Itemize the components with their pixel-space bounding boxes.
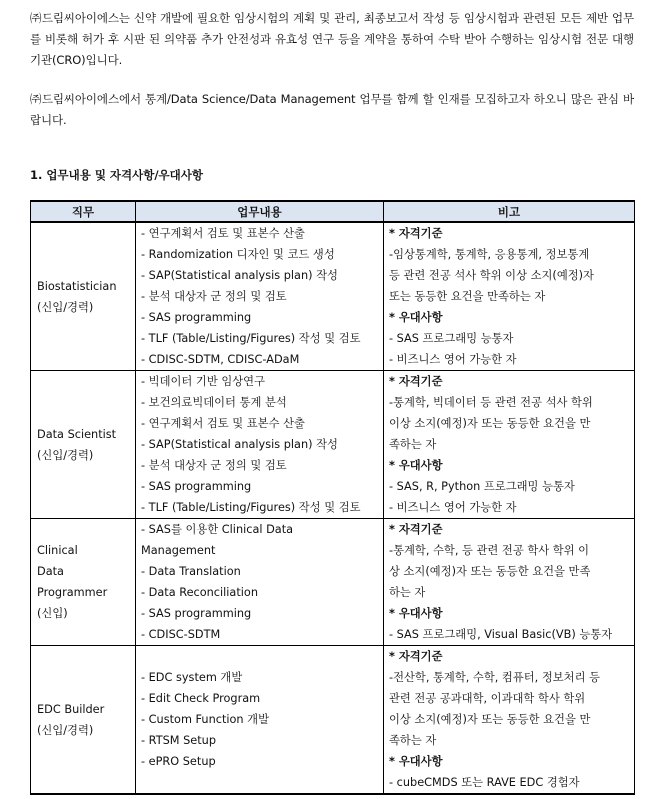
duty-item: - RTSM Setup bbox=[141, 734, 216, 747]
notes-cell bbox=[384, 222, 635, 371]
note-item: 또는 동등한 요건을 만족하는 자 bbox=[389, 290, 546, 303]
notes-cell bbox=[384, 519, 635, 646]
table-row bbox=[31, 646, 635, 795]
duties-cell bbox=[136, 371, 384, 519]
note-item: - SAS 프로그래밍 능통자 bbox=[389, 332, 514, 345]
header-notes: 비고 bbox=[384, 201, 635, 222]
duty-item: - Randomization 디자인 및 코드 생성 bbox=[141, 248, 335, 261]
role-cell bbox=[31, 371, 136, 519]
duty-item: - CDISC-SDTM, CDISC-ADaM bbox=[141, 353, 300, 366]
duty-item: - SAS를 이용한 Clinical Data bbox=[141, 523, 294, 536]
table-row bbox=[31, 222, 635, 371]
role-text: (신입) bbox=[37, 607, 68, 620]
role-text: EDC Builder bbox=[37, 702, 105, 716]
duties-cell bbox=[136, 519, 384, 646]
duty-item: - 연구계획서 검토 및 표본수 산출 bbox=[141, 417, 305, 430]
role-text: Data Scientist bbox=[37, 427, 117, 441]
intro-paragraph-company: ㈜드림씨아이에스는 신약 개발에 필요한 임상시험의 계획 및 관리, 최종보고서 작성 등 임상시험과 관련된 모든 제반 업무를 비롯해 허가 후 시판 된 의약품 추가 안전성과 유효성 연구 등을 계약을 통하여 수탁 받아 수행하는 임상시험 전문 대행 기관(CRO)입니다. bbox=[30, 11, 634, 67]
duty-item: - 보건의료빅데이터 통계 분석 bbox=[141, 396, 287, 409]
duty-item: - SAP(Statistical analysis plan) 작성 bbox=[141, 269, 338, 282]
role-text: Data bbox=[37, 565, 64, 578]
duty-item: - ePRO Setup bbox=[141, 755, 216, 768]
duties-cell bbox=[136, 646, 384, 795]
note-item: 하는 자 bbox=[389, 586, 426, 599]
role-text: (신입/경력) bbox=[37, 448, 94, 462]
job-table bbox=[30, 200, 635, 795]
note-heading: * 우대사항 bbox=[389, 459, 443, 472]
duty-item: - TLF (Table/Listing/Figures) 작성 및 검토 bbox=[141, 501, 361, 514]
note-item: - SAS 프로그래밍, Visual Basic(VB) 능통자 bbox=[389, 628, 613, 641]
duty-item: Management bbox=[141, 544, 216, 557]
note-item: 상 소지(예정)자 또는 동등한 요건을 만족 bbox=[389, 565, 591, 578]
role-text: Clinical bbox=[37, 544, 78, 557]
header-role: 직무 bbox=[31, 201, 136, 222]
notes-cell bbox=[384, 646, 635, 795]
role-text: (신입/경력) bbox=[37, 300, 94, 314]
note-item: 이상 소지(예정)자 또는 동등한 요건을 만 bbox=[389, 713, 591, 726]
role-text: (신입/경력) bbox=[37, 723, 94, 737]
note-item: - cubeCMDS 또는 RAVE EDC 경험자 bbox=[389, 776, 580, 789]
note-item: -통계학, 빅데이터 등 관련 전공 석사 학위 bbox=[389, 396, 593, 409]
table-row bbox=[31, 519, 635, 646]
role-text: Biostatistician bbox=[37, 279, 117, 293]
duty-item: - SAP(Statistical analysis plan) 작성 bbox=[141, 438, 338, 451]
duty-item: - TLF (Table/Listing/Figures) 작성 및 검토 bbox=[141, 332, 361, 345]
duty-item: - Custom Function 개발 bbox=[141, 713, 270, 726]
note-heading: * 우대사항 bbox=[389, 311, 443, 324]
note-item: 관련 전공 공과대학, 이과대학 학사 학위 bbox=[389, 692, 586, 705]
table-row bbox=[31, 371, 635, 519]
note-item: 이상 소지(예정)자 또는 동등한 요건을 만 bbox=[389, 417, 591, 430]
note-heading: * 자격기준 bbox=[389, 227, 443, 240]
role-text: Programmer bbox=[37, 586, 108, 599]
duty-item: - SAS programming bbox=[141, 607, 252, 620]
duty-item: - SAS programming bbox=[141, 311, 252, 324]
note-heading: * 자격기준 bbox=[389, 523, 443, 536]
note-item: -통계학, 수학, 등 관련 전공 학사 학위 이 bbox=[389, 544, 590, 557]
role-cell bbox=[31, 519, 136, 646]
header-duties: 업무내용 bbox=[136, 201, 384, 222]
duty-item: - Data Reconciliation bbox=[141, 586, 258, 599]
note-item: - 비즈니스 영어 가능한 자 bbox=[389, 353, 517, 366]
duty-item: - Data Translation bbox=[141, 565, 241, 578]
duty-item: - 연구계획서 검토 및 표본수 산출 bbox=[141, 227, 305, 240]
duties-cell bbox=[136, 222, 384, 371]
notes-cell bbox=[384, 371, 635, 519]
note-heading: * 자격기준 bbox=[389, 650, 443, 663]
note-item: 등 관련 전공 석사 학위 이상 소지(예정)자 bbox=[389, 269, 594, 282]
duty-item: - CDISC-SDTM bbox=[141, 628, 221, 641]
note-heading: * 자격기준 bbox=[389, 375, 443, 388]
intro-paragraph-recruit: ㈜드림씨아이에스에서 통계/Data Science/Data Management 업무를 함께 할 인재를 모집하고자 하오니 많은 관심 바랍니다. bbox=[30, 92, 634, 127]
note-item: -임상통계학, 통계학, 응용통계, 정보통계 bbox=[389, 248, 590, 261]
duty-item: - Edit Check Program bbox=[141, 692, 261, 705]
note-item: -전산학, 통계학, 수학, 컴퓨터, 정보처리 등 bbox=[389, 671, 601, 684]
note-item: 족하는 자 bbox=[389, 438, 437, 451]
table-header-row bbox=[31, 201, 635, 222]
note-heading: * 우대사항 bbox=[389, 755, 443, 768]
duty-item: - SAS programming bbox=[141, 480, 252, 493]
role-cell bbox=[31, 646, 136, 795]
duty-item: - 빅데이터 기반 임상연구 bbox=[141, 375, 265, 388]
duty-item: - EDC system 개발 bbox=[141, 671, 243, 684]
duty-item: - 분석 대상자 군 정의 및 검토 bbox=[141, 459, 287, 472]
section-title: 1. 업무내용 및 자격사항/우대사항 bbox=[30, 168, 203, 182]
note-item: - 비즈니스 영어 가능한 자 bbox=[389, 501, 517, 514]
note-heading: * 우대사항 bbox=[389, 607, 443, 620]
role-cell bbox=[31, 222, 136, 371]
note-item: - SAS, R, Python 프로그래밍 능통자 bbox=[389, 480, 575, 493]
note-item: 족하는 자 bbox=[389, 734, 437, 747]
duty-item: - 분석 대상자 군 정의 및 검토 bbox=[141, 290, 287, 303]
